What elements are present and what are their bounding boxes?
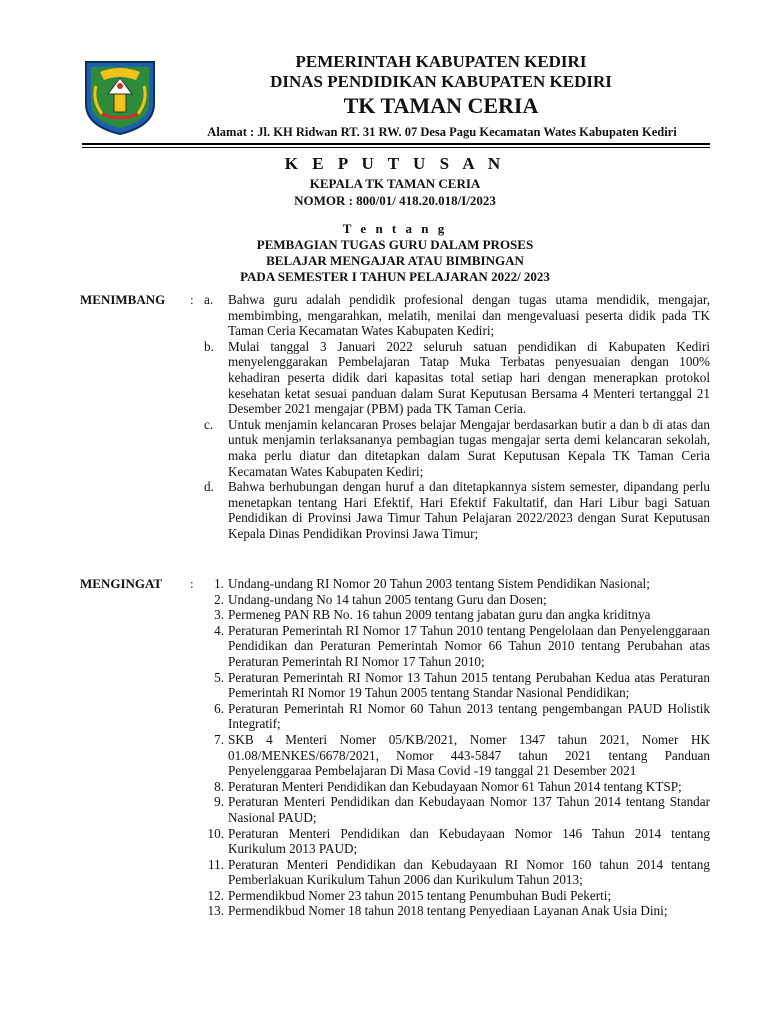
list-item: [204, 670, 710, 701]
list-item: [204, 826, 710, 857]
list-marker: b.: [204, 338, 214, 354]
list-item-text: Mulai tanggal 3 Januari 2022 seluruh satuan pendidikan di Kabupaten Kediri menyelenggarakan Pembelajaran Tatap Muka Terbatas penyesuaian dengan 100% kehadiran peserta didik dari kapasitas total setiap hari dengan menerapkan protokol kesehatan ketat sesuai panduan dalam Surat Keputusan Bersama 4 Menteri tertanggal 21 Desember 2021 mengajar (PBM) pada TK Taman Ceria.: [228, 338, 710, 417]
list-item: [204, 339, 710, 417]
letterhead-rule-thick: [82, 143, 710, 145]
list-item-text: Peraturan Pemerintah RI Nomor 17 Tahun 2010 tentang Pengelolaan dan Penyelenggaraan Pendidikan dan Peraturan Pemerintah Nomor 66 Tahun 2010 tentang Perubahan atas Peraturan Pemerintah RI Nomor 17 Tahun 2010;: [228, 622, 710, 669]
list-item-text: Peraturan Pemerintah RI Nomor 60 Tahun 2013 tentang pengembangan PAUD Holistik Integratif;: [228, 700, 710, 732]
government-name: PEMERINTAH KABUPATEN KEDIRI: [295, 52, 587, 71]
list-item-text: Permendikbud Nomer 23 tahun 2015 tentang Penumbuhan Budi Pekerti;: [228, 887, 612, 903]
list-marker: 1.: [214, 576, 224, 591]
list-item: [204, 732, 710, 779]
list-item: [204, 701, 710, 732]
decree-issuer: KEPALA TK TAMAN CERIA: [309, 176, 481, 191]
list-item-text: Peraturan Menteri Pendidikan dan Kebudayaan Nomor 137 Tahun 2014 tentang Standar Nasional PAUD;: [228, 794, 710, 825]
list-item-text: Undang-undang RI Nomor 20 Tahun 2003 tentang Sistem Pendidikan Nasional;: [228, 576, 650, 591]
menimbang-colon: :: [190, 292, 194, 307]
list-item-text: Permendikbud Nomer 18 tahun 2018 tentang Penyediaan Layanan Anak Usia Dini;: [228, 903, 668, 919]
list-marker: 13.: [207, 903, 224, 919]
list-marker: 8.: [214, 778, 224, 794]
list-item-text: Peraturan Pemerintah RI Nomor 13 Tahun 2015 tentang Perubahan Kedua atas Peraturan Pemerintah RI Nomor 19 Tahun 2005 tentang Standar Nasional Pendidikan;: [228, 669, 710, 701]
list-item-text: Peraturan Menteri Pendidikan dan Kebudayaan Nomor 61 Tahun 2014 tentang KTSP;: [228, 778, 682, 794]
list-marker: a.: [204, 292, 214, 307]
list-marker: 4.: [214, 622, 224, 638]
list-item: [204, 592, 710, 608]
letterhead-rule-thin: [82, 147, 710, 148]
list-marker: 2.: [214, 591, 224, 607]
school-address: Alamat : Jl. KH Ridwan RT. 31 RW. 07 Desa Pagu Kecamatan Wates Kabupaten Kediri: [207, 125, 677, 139]
list-item: [204, 623, 710, 670]
decree-number: NOMOR : 800/01/ 418.20.018/I/2023: [294, 193, 496, 208]
mengingat-label: MENGINGAT: [80, 576, 163, 591]
menimbang-list: [204, 292, 710, 542]
list-item: [204, 479, 710, 541]
list-item-text: Permeneg PAN RB No. 16 tahun 2009 tentang jabatan guru dan angka kriditnya: [228, 607, 651, 623]
letterhead-text: [172, 52, 710, 119]
menimbang-label: MENIMBANG: [80, 292, 166, 307]
list-marker: 11.: [208, 856, 224, 872]
list-marker: d.: [204, 479, 214, 495]
decree-subject-line-3: PADA SEMESTER I TAHUN PELAJARAN 2022/ 2023: [240, 269, 550, 284]
list-item: [204, 888, 710, 904]
list-marker: 7.: [214, 731, 224, 747]
list-item: [204, 903, 710, 919]
list-item-text: Untuk menjamin kelancaran Proses belajar Mengajar berdasarkan butir a dan b di atas dan untuk menjamin terlaksananya pembagian tugas mengajar serta demi kelancaran sekolah, maka perlu diatur dan ditetapkan dalam Surat Keputusan Kepala TK Taman Ceria Kecamatan Wates Kabupaten Kediri;: [228, 416, 710, 479]
kediri-regency-emblem-icon: [80, 56, 160, 136]
decree-title-block: [80, 153, 710, 285]
letterhead: [80, 52, 710, 147]
list-marker: 3.: [214, 607, 224, 623]
list-item-text: Bahwa berhubungan dengan huruf a dan ditetapkannya sistem semester, dipandang perlu menetapkan tentang Hari Efektif, Hari Efektif Fakultatif, dan Hari Libur bagi Satuan Pendidikan di Provinsi Jawa Timur Tahun Pelajaran 2022/2023 dengan Surat Keputusan Kepala Dinas Pendidikan Provinsi Jawa Timur;: [228, 479, 710, 541]
list-item: [204, 292, 710, 339]
list-item: [204, 417, 710, 479]
list-marker: 10.: [207, 825, 224, 841]
list-marker: c.: [204, 416, 214, 432]
school-name: TK TAMAN CERIA: [343, 93, 539, 118]
list-item: [204, 576, 710, 592]
department-name: DINAS PENDIDIKAN KABUPATEN KEDIRI: [270, 72, 612, 91]
list-item: [204, 857, 710, 888]
list-marker: 12.: [207, 887, 224, 903]
list-item-text: Peraturan Menteri Pendidikan dan Kebudayaan Nomor 146 Tahun 2014 tentang Kurikulum 2013 PAUD;: [228, 825, 710, 857]
list-item: [204, 794, 710, 825]
decree-subject-line-1: PEMBAGIAN TUGAS GURU DALAM PROSES: [256, 237, 534, 252]
list-item-text: Bahwa guru adalah pendidik profesional dengan tugas utama mendidik, mengajar, membimbing, mengarahkan, melatih, menilai dan mengevaluasi peserta didik pada TK Taman Ceria Kecamatan Wates Kabupaten Kediri;: [228, 292, 710, 339]
list-marker: 9.: [214, 794, 224, 810]
list-item-text: Undang-undang No 14 tahun 2005 tentang Guru dan Dosen;: [228, 591, 547, 607]
list-marker: 6.: [214, 700, 224, 716]
list-item-text: SKB 4 Menteri Nomer 05/KB/2021, Nomer 1347 tahun 2021, Nomer HK 01.08/MENKES/6678/2021, Nomor 443-5847 tahun 2021 tentang Panduan Penyelenggaraa Pembelajaran Di Masa Covid -19 tanggal 21 Desember 2021: [228, 731, 710, 779]
decree-heading: K E P U T U S A N: [284, 154, 506, 173]
decree-subject-line-2: BELAJAR MENGAJAR ATAU BIMBINGAN: [266, 253, 524, 268]
list-item: [204, 607, 710, 623]
mengingat-colon: :: [190, 576, 194, 591]
list-marker: 5.: [214, 669, 224, 685]
list-item: [204, 779, 710, 795]
list-item-text: Peraturan Menteri Pendidikan dan Kebudayaan RI Nomor 160 tahun 2014 tentang Pemberlakuan Kurikulum Tahun 2006 dan Kurikulum Tahun 2013;: [228, 856, 710, 888]
tentang-heading: T e n t a n g: [342, 221, 448, 236]
mengingat-list: [204, 576, 710, 919]
